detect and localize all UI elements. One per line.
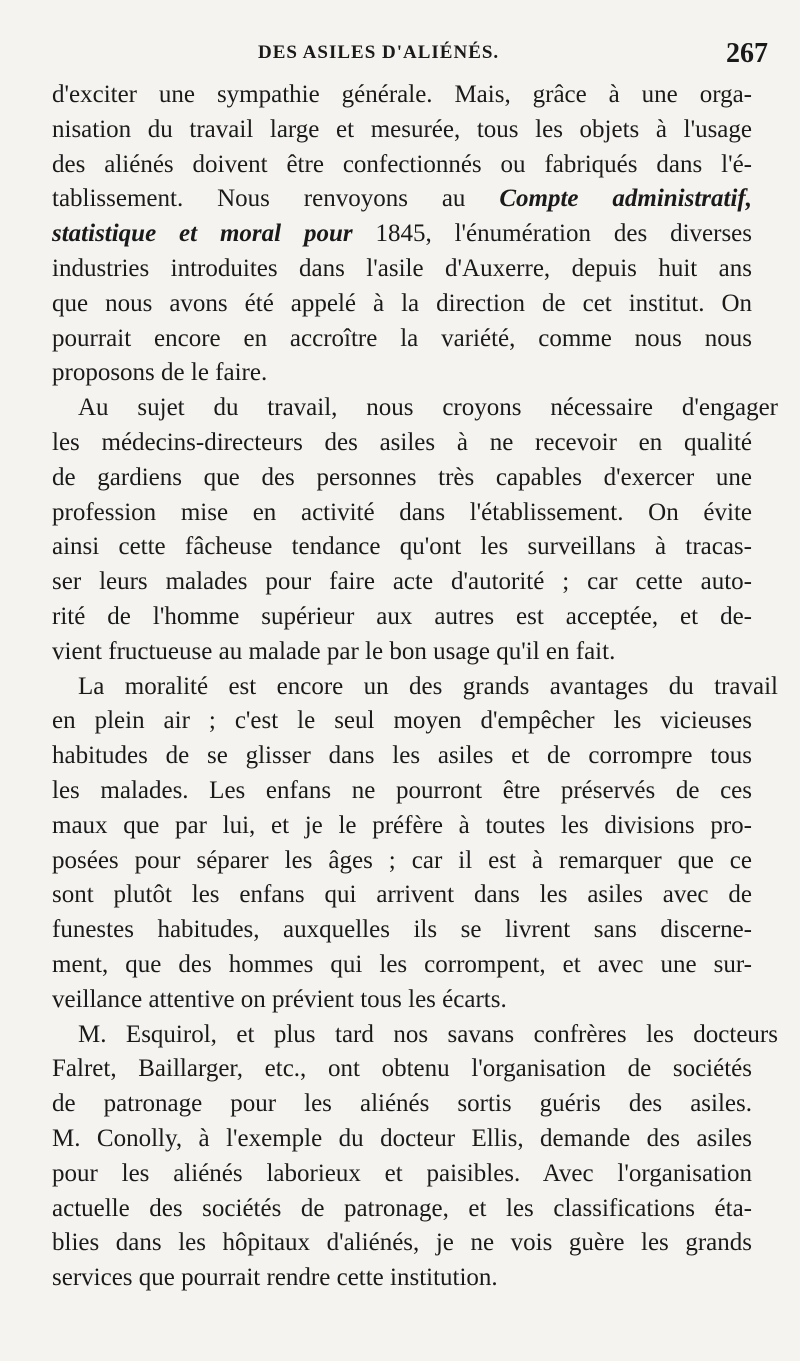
text-line: services que pourrait rendre cette institution. xyxy=(52,1264,498,1292)
text-line: industries introduites dans l'asile d'Auxerre, depuis huit ans xyxy=(52,254,752,282)
text-line: blies dans les hôpitaux d'aliénés, je ne vois guère les grands xyxy=(52,1229,752,1257)
text-line: les médecins-directeurs des asiles à ne recevoir en qualité xyxy=(52,428,752,456)
text-line: rité de l'homme supérieur aux autres est acceptée, et de- xyxy=(52,602,752,630)
paragraph-start-line: M. Esquirol, et plus tard nos savans confrères les docteurs xyxy=(78,1020,778,1048)
text-line: nisation du travail large et mesurée, tous les objets à l'usage xyxy=(52,115,752,143)
text-line: proposons de le faire. xyxy=(52,359,268,387)
running-title: DES ASILES D'ALIÉNÉS. xyxy=(258,42,500,63)
page-header xyxy=(0,38,800,82)
text-line: de patronage pour les aliénés sortis guéris des asiles. xyxy=(52,1090,752,1118)
text-line: en plein air ; c'est le seul moyen d'empêcher les vicieuses xyxy=(52,707,752,735)
text-line: posées pour séparer les âges ; car il est à remarquer que ce xyxy=(52,846,752,874)
text-line: veillance attentive on prévient tous les écarts. xyxy=(52,985,507,1013)
text-line: les malades. Les enfans ne pourront être préservés de ces xyxy=(52,776,752,804)
italic-title: Compte administratif, xyxy=(499,185,752,213)
text-line: funestes habitudes, auxquelles ils se livrent sans discerne- xyxy=(52,916,752,944)
paragraph-start-line: Au sujet du travail, nous croyons nécessaire d'engager xyxy=(78,394,778,422)
paragraph-start-line: La moralité est encore un des grands avantages du travail xyxy=(78,672,778,700)
italic-title: statistique et moral pour xyxy=(52,220,353,248)
text-fragment: tablissement. Nous renvoyons au xyxy=(52,185,500,213)
text-line: pourrait encore en accroître la variété, comme nous nous xyxy=(52,324,752,352)
text-line: profession mise en activité dans l'établissement. On évite xyxy=(52,498,752,526)
text-line: d'exciter une sympathie générale. Mais, grâce à une orga- xyxy=(52,81,752,108)
body-text xyxy=(52,78,778,1296)
text-line: ainsi cette fâcheuse tendance qu'ont les surveillans à tracas- xyxy=(52,533,752,561)
text-fragment: 1845, l'énumération des diverses xyxy=(352,220,752,248)
text-line: Falret, Baillarger, etc., ont obtenu l'organisation de sociétés xyxy=(52,1055,752,1083)
text-line: de gardiens que des personnes très capables d'exercer une xyxy=(52,463,752,491)
text-line: ment, que des hommes qui les corrompent, et avec une sur- xyxy=(52,950,752,978)
text-line: M. Conolly, à l'exemple du docteur Ellis, demande des asiles xyxy=(52,1124,752,1152)
text-line: ser leurs malades pour faire acte d'autorité ; car cette auto- xyxy=(52,568,752,596)
page-number: 267 xyxy=(726,38,768,69)
text-line: pour les aliénés laborieux et paisibles. Avec l'organisation xyxy=(52,1159,752,1187)
text-line: actuelle des sociétés de patronage, et les classifications éta- xyxy=(52,1194,752,1222)
text-line xyxy=(52,217,752,252)
text-line: des aliénés doivent être confectionnés ou fabriqués dans l'é- xyxy=(52,150,752,178)
text-line: vient fructueuse au malade par le bon usage qu'il en fait. xyxy=(52,637,616,665)
text-line xyxy=(52,182,752,217)
text-line: que nous avons été appelé à la direction de cet institut. On xyxy=(52,289,752,317)
text-line: habitudes de se glisser dans les asiles et de corrompre tous xyxy=(52,742,752,770)
text-line: maux que par lui, et je le préfère à toutes les divisions pro- xyxy=(52,811,752,839)
text-line: sont plutôt les enfans qui arrivent dans les asiles avec de xyxy=(52,881,752,909)
